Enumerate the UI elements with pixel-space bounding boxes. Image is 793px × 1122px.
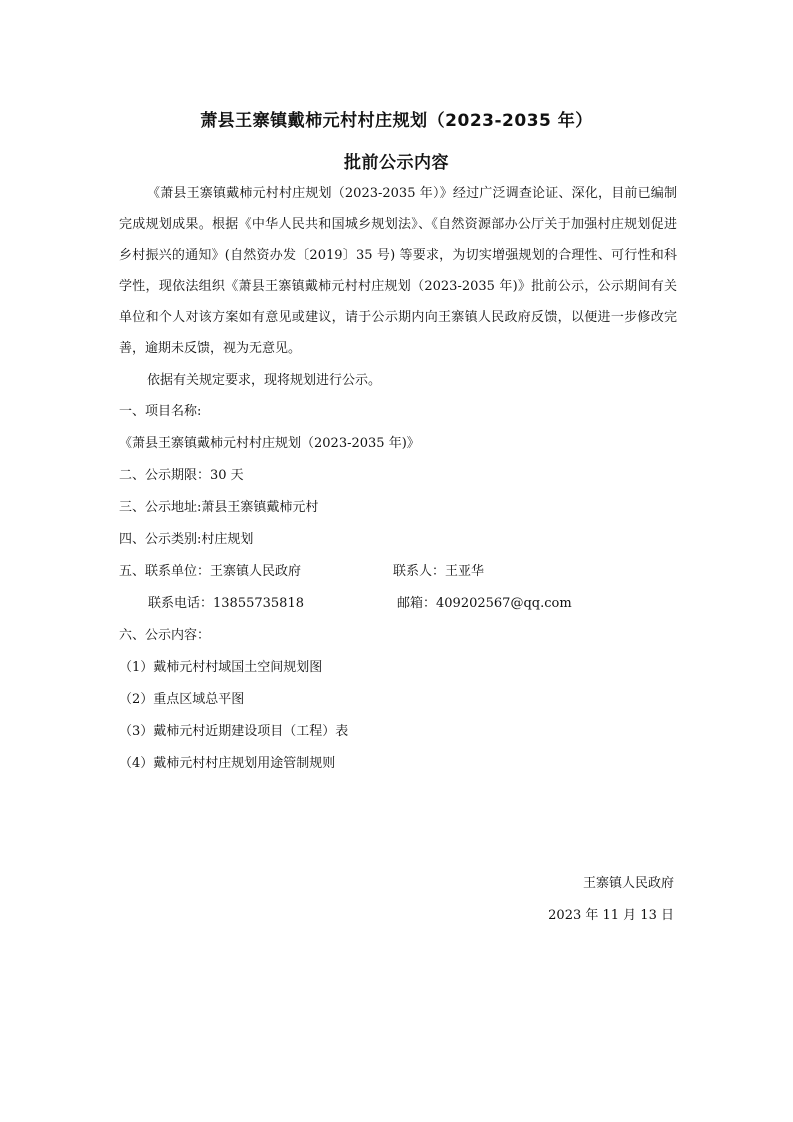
document-subtitle: 批前公示内容 xyxy=(344,153,449,173)
basis-paragraph: 依据有关规定要求，现将规划进行公示。 xyxy=(147,373,382,388)
content-item-2: （2）重点区域总平图 xyxy=(119,692,245,707)
contact-person: 联系人：王亚华 xyxy=(393,564,485,579)
content-heading: 六、公示内容： xyxy=(119,628,211,643)
category-item: 四、公示类别:村庄规划 xyxy=(119,532,254,547)
document-title: 萧县王寨镇戴柿元村村庄规划（2023-2035 年） xyxy=(200,111,593,131)
project-name: 《萧县王寨镇戴柿元村村庄规划（2023-2035 年)》 xyxy=(119,436,420,451)
signature-date: 2023 年 11 月 13 日 xyxy=(548,908,674,923)
content-item-3: （3）戴柿元村近期建设项目（工程）表 xyxy=(119,724,349,739)
intro-paragraph: 《萧县王寨镇戴柿元村村庄规划（2023-2035 年）》经过广泛调查论证、深化，目前已编制完成规划成果。根据《中华人民共和国城乡规划法》、《自然资源部办公厅关于加强村庄规划促进乡村振兴的通知》(自然资办发〔2019〕35 号) 等要求，为切实增强规划的合理性、可行性和科学性，现依法组织《萧县王寨镇戴柿元村村庄规划（2023-2035 年)》批前公示，公示期间有关单位和个人对该方案如有意见或建议，请于公示期内向王寨镇人民政府反馈，以便进一步修改完善，逾期未反馈，视为无意见。 xyxy=(119,186,677,356)
contact-unit: 五、联系单位：王寨镇人民政府 xyxy=(119,564,302,579)
contact-email: 邮箱：409202567@qq.com xyxy=(397,596,572,611)
location-item: 三、公示地址:萧县王寨镇戴柿元村 xyxy=(119,500,319,515)
project-heading: 一、项目名称: xyxy=(119,404,202,419)
contact-phone: 联系电话：13855735818 xyxy=(148,596,304,611)
signature-org: 王寨镇人民政府 xyxy=(582,876,674,891)
period-item: 二、公示期限：30 天 xyxy=(119,468,244,483)
content-item-1: （1）戴柿元村村域国土空间规划图 xyxy=(119,660,323,675)
content-item-4: （4）戴柿元村村庄规划用途管制规则 xyxy=(119,756,336,771)
